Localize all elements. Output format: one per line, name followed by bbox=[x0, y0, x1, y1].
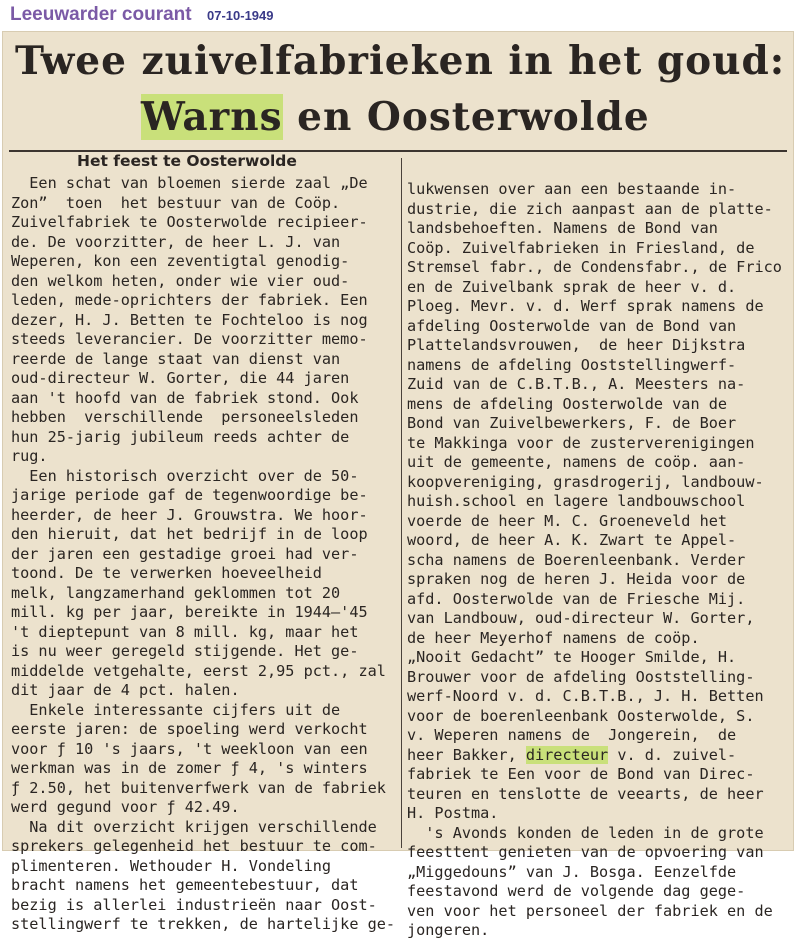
text-line: afdeling Oosterwolde van de Bond van bbox=[407, 316, 737, 335]
text-line: Bond van Zuivelbewerkers, F. de Boer bbox=[407, 414, 737, 432]
text-line: Stremsel fabr., de Condensfabr., de Frico bbox=[407, 258, 782, 276]
text-line: „Miggedouns” van J. Bosga. Eenzelfde bbox=[407, 862, 737, 881]
text-line: oud-directeur W. Gorter, die 44 jaren bbox=[11, 369, 350, 387]
text-line: eerste jaren: de spoeling werd verkocht bbox=[11, 720, 368, 738]
headline-line-2-rest: en Oosterwolde bbox=[282, 94, 650, 140]
text-line: huish.school en lagere landbouwschool bbox=[407, 492, 746, 510]
text-line: de heer Meyerhof namens de coöp. bbox=[407, 628, 700, 647]
text-line: Zuid van de C.B.T.B., A. Meesters na- bbox=[407, 375, 746, 393]
text-line: Zuivelfabriek te Oosterwolde recipieer- bbox=[11, 213, 368, 231]
text-line: Brouwer voor de afdeling Ooststelling- bbox=[407, 667, 755, 686]
text-line: Een schat van bloemen sierde zaal „De bbox=[11, 174, 368, 192]
text-line: jongeren. bbox=[407, 921, 490, 939]
text-line: namens de afdeling Ooststellingwerf- bbox=[407, 355, 737, 374]
text-line: 't dieptepunt van 8 mill. kg, maar het bbox=[11, 622, 359, 641]
text-line: Coöp. Zuivelfabrieken in Friesland, de bbox=[407, 238, 755, 257]
text-line: ven voor het personeel der fabriek en de bbox=[407, 901, 773, 920]
text-line: den welkom heten, onder wie vier oud- bbox=[11, 271, 350, 290]
text-line: voerde de heer M. C. Groeneveld het bbox=[407, 511, 728, 530]
text-line: koopvereniging, grasdrogerij, landbouw- bbox=[407, 472, 764, 491]
text-line: is nu weer geregeld stijgende. Het ge- bbox=[11, 642, 359, 660]
text-line: dit jaar de 4 pct. halen. bbox=[11, 681, 240, 699]
text-line: middelde vetgehalte, eerst 2,95 pct., zal bbox=[11, 661, 386, 680]
article-column-left bbox=[11, 174, 395, 935]
text-line: Een historisch overzicht over de 50- bbox=[11, 466, 359, 485]
text-line: Ploeg. Mevr. v. d. Werf sprak namens de bbox=[407, 297, 764, 315]
text-line: woord, de heer A. K. Zwart te Appel- bbox=[407, 531, 737, 549]
text-line: „Nooit Gedacht” te Hooger Smilde, H. bbox=[407, 648, 737, 666]
text-line: Weperen, kon een zeventigtal genodig- bbox=[11, 252, 350, 270]
text-line: leden, mede-oprichters der fabriek. Een bbox=[11, 291, 368, 309]
text-line: voor ƒ 10 's jaars, 't weekloon van een bbox=[11, 739, 368, 758]
text-line: dustrie, die zich aanpast aan de platte- bbox=[407, 199, 773, 218]
text-line: voor de boerenleenbank Oosterwolde, S. bbox=[407, 706, 755, 725]
text-line: fabriek te Een voor de Bond van Direc- bbox=[407, 765, 755, 783]
text-line: bracht namens het gemeentebestuur, dat bbox=[11, 876, 359, 894]
text-line: jarige periode gaf de tegenwoordige be- bbox=[11, 486, 368, 504]
text-line: afd. Oosterwolde van de Friesche Mij. bbox=[407, 589, 746, 608]
column-divider bbox=[401, 158, 402, 848]
text-line: rug. bbox=[11, 447, 48, 465]
text-line: melk, langzamerhand geklommen tot 20 bbox=[11, 583, 341, 602]
text-line: sprekers gelegenheid het bestuur te com- bbox=[11, 837, 377, 855]
text-line: te Makkinga voor de zusterverenigingen bbox=[407, 433, 755, 452]
text-line: werf-Noord v. d. C.B.T.B., J. H. Betten bbox=[407, 687, 764, 705]
text-line: uit de gemeente, namens de coöp. aan- bbox=[407, 453, 746, 471]
text-fragment: heer Bakker, bbox=[407, 745, 526, 764]
text-line: en de Zuivelbank sprak de heer v. d. bbox=[407, 277, 737, 296]
text-line: werkman was in de zomer ƒ 4, 's winters bbox=[11, 759, 368, 777]
text-line: lukwensen over aan een bestaande in- bbox=[407, 180, 737, 198]
text-line: landsbehoeften. Namens de Bond van bbox=[407, 219, 718, 237]
source-header bbox=[0, 0, 794, 30]
text-line: van Landbouw, oud-directeur W. Gorter, bbox=[407, 609, 755, 627]
text-line: stellingwerf te trekken, de hartelijke ge- bbox=[11, 915, 396, 933]
article-subhead: Het feest te Oosterwolde bbox=[77, 152, 297, 170]
text-line: aan 't hoofd van de fabriek stond. Ook bbox=[11, 388, 359, 407]
text-line: Zon” toen het bestuur van de Coöp. bbox=[11, 193, 341, 212]
text-line: heerder, de heer J. Grouwstra. We hoor- bbox=[11, 505, 368, 524]
search-highlight-warns: Warns bbox=[141, 94, 283, 140]
text-line: hun 25-jarig jubileum reeds achter de bbox=[11, 427, 350, 446]
newspaper-clipping bbox=[2, 31, 794, 939]
publication-date: 07-10-1949 bbox=[207, 8, 274, 23]
text-line: scha namens de Boerenleenbank. Verder bbox=[407, 550, 746, 569]
text-line: der jaren een gestadige groei had ver- bbox=[11, 544, 359, 563]
text-line: toond. De te verwerken hoeveelheid bbox=[11, 564, 322, 582]
text-line: ƒ 2.50, het buitenverfwerk van de fabriek bbox=[11, 778, 386, 797]
text-line: steeds leverancier. De voorzitter memo- bbox=[11, 330, 368, 348]
headline-line-1: Twee zuivelfabrieken in het goud: bbox=[15, 38, 786, 84]
text-line: hebben verschillende personeelsleden bbox=[11, 408, 359, 426]
text-line: teuren en tenslotte de veearts, de heer bbox=[407, 784, 764, 803]
text-fragment: v. d. zuivel- bbox=[608, 745, 737, 764]
text-line: mens de afdeling Oosterwolde van de bbox=[407, 394, 728, 413]
headline-line-2 bbox=[141, 94, 650, 140]
text-line: 's Avonds konden de leden in de grote bbox=[407, 823, 764, 842]
text-line: den hieruit, dat het bedrijf in de loop bbox=[11, 525, 368, 543]
text-line: spraken nog de heren J. Heida voor de bbox=[407, 570, 746, 588]
text-line: feesttent genieten van de opvoering van bbox=[407, 843, 764, 861]
text-line: Plattelandsvrouwen, de heer Dijkstra bbox=[407, 336, 746, 354]
newspaper-name: Leeuwarder courant bbox=[10, 4, 192, 25]
text-line: mill. kg per jaar, bereikte in 1944—'45 bbox=[11, 603, 368, 621]
text-line: reerde de lange staat van dienst van bbox=[11, 349, 341, 368]
text-line: werd gegund voor ƒ 42.49. bbox=[11, 798, 240, 816]
text-line: bezig is allerlei industrieën naar Oost- bbox=[11, 895, 377, 914]
text-line: Na dit overzicht krijgen verschillende bbox=[11, 817, 377, 836]
text-line: H. Postma. bbox=[407, 804, 499, 822]
article-column-right bbox=[407, 180, 787, 941]
text-line: de. De voorzitter, de heer L. J. van bbox=[11, 232, 341, 251]
text-line-highlighted bbox=[407, 746, 787, 766]
text-line: dezer, H. J. Betten te Fochteloo is nog bbox=[11, 310, 368, 329]
search-highlight-directeur: directeur bbox=[525, 745, 609, 764]
text-line: feestavond werd de volgende dag gege- bbox=[407, 882, 746, 900]
text-line: Enkele interessante cijfers uit de bbox=[11, 700, 341, 719]
text-line: v. Weperen namens de Jongerein, de bbox=[407, 726, 737, 744]
text-line: plimenteren. Wethouder H. Vondeling bbox=[11, 856, 332, 875]
